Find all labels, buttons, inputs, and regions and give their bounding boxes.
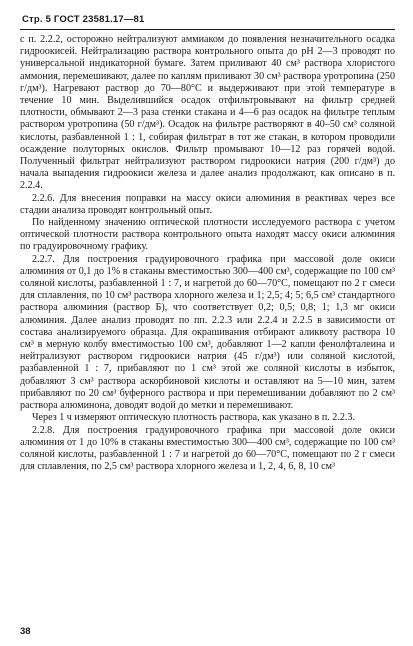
running-header: Стр. 5 ГОСТ 23581.17—81 — [22, 14, 145, 25]
paragraph: По найденному значению оптической плотности исследуемого раствора с учетом оптической плотности раствора контрольного опыта находят массу окиси алюминия по градуировочному графику. — [20, 217, 395, 253]
document-page — [20, 14, 395, 473]
paragraph: 2.2.8. Для построения градуировочного графика при массовой доле окиси алюминия от 1 до 10% в стаканы вместимостью 300—400 см³, содержащие по 100 см³ соляной кислоты, разбавленной 1 : 7 и нагретой до 60—70°С, помещают по 2 г смеси для сплавления, по 2,5 см³ раствора хлорного железа и 1, 2, 4, 6, 8, 10 см³ — [20, 424, 395, 473]
page-number: 38 — [20, 626, 31, 637]
header-rule — [20, 29, 395, 30]
document-body — [20, 34, 395, 473]
paragraph: Через 1 ч измеряют оптическую плотность раствора, как указано в п. 2.2.3. — [32, 412, 355, 424]
paragraph: 2.2.6. Для внесения поправки на массу окиси алюминия в реактивах через все стадии анализа проводят контрольный опыт. — [20, 192, 395, 216]
paragraph: с п. 2.2.2, осторожно нейтрализуют аммиаком до появления незначительного осадка гидроокисей. Нейтрализацию раствора контрольного опыта до pH 2—3 проводят по универсальной индикаторной бумаге. Затем приливают 40 см³ раствора хлористого аммония, перемешивают, далее по каплям приливают 30 см³ раствора уротропина (250 г/дм³). Нагревают раствор до 70—80°С и выдерживают при этой температуре в течение 10 мин. Выделившийся осадок отфильтровывают на фильтр средней плотности, обмывают 2—3 раза стенки стакана и 4—6 раз осадок на фильтре теплым раствором уротропина (50 г/дм³). Осадок на фильтре растворяют в 40–50 см³ соляной кислоты, разбавленной 1 : 1, собирая фильтрат в тот же стакан, в котором проводили осаждение полуторных окислов. Фильтр промывают 10—12 раз горячей водой. Полученный фильтрат нейтрализуют раствором гидроокиси натрия (200 г/дм³) до начала выпадения гидроокиси железа и далее анализ продолжают, как описано в п. 2.2.4. — [20, 34, 395, 192]
paragraph: 2.2.7. Для построения градуировочного графика при массовой доле окиси алюминия от 0,1 до 1% в стаканы вместимостью 300—400 см³, содержащие по 100 см³ соляной кислоты, разбавленной 1 : 7, и нагретой до 60—70°С, помещают по 2 г смеси для сплавления, по 10 см³ раствора хлорного железа и 1; 2,5; 4; 5; 6,5 см³ стандартного раствора алюминия (раствор Б), что соответствует 0,2; 0,5; 0,8; 1; 1,3 мг окиси алюминия. Далее анализ проводят по пп. 2.2.3 или 2.2.4 и 2.2.5 в зависимости от состава анализируемого образца. Для окрашивания отбирают аликвоту раствора 10 см³ в мерную колбу вместимостью 100 см³, добавляют 1—2 капли фенолфталеина и нейтрализуют раствором гидроокиси натрия (45 г/дм³) или соляной кислотой, разбавленной 1 : 7, прибавляют по 1 см³ этой же соляной кислоты в избыток, добавляют 3 см³ раствора аскорбиновой кислоты и оставляют на 5—10 мин, затем прибавляют по 20 см³ буферного раствора и при перемешивании добавляют по 2 см³ раствора алюминона, доводят водой до метки и перемешивают. — [20, 253, 395, 412]
